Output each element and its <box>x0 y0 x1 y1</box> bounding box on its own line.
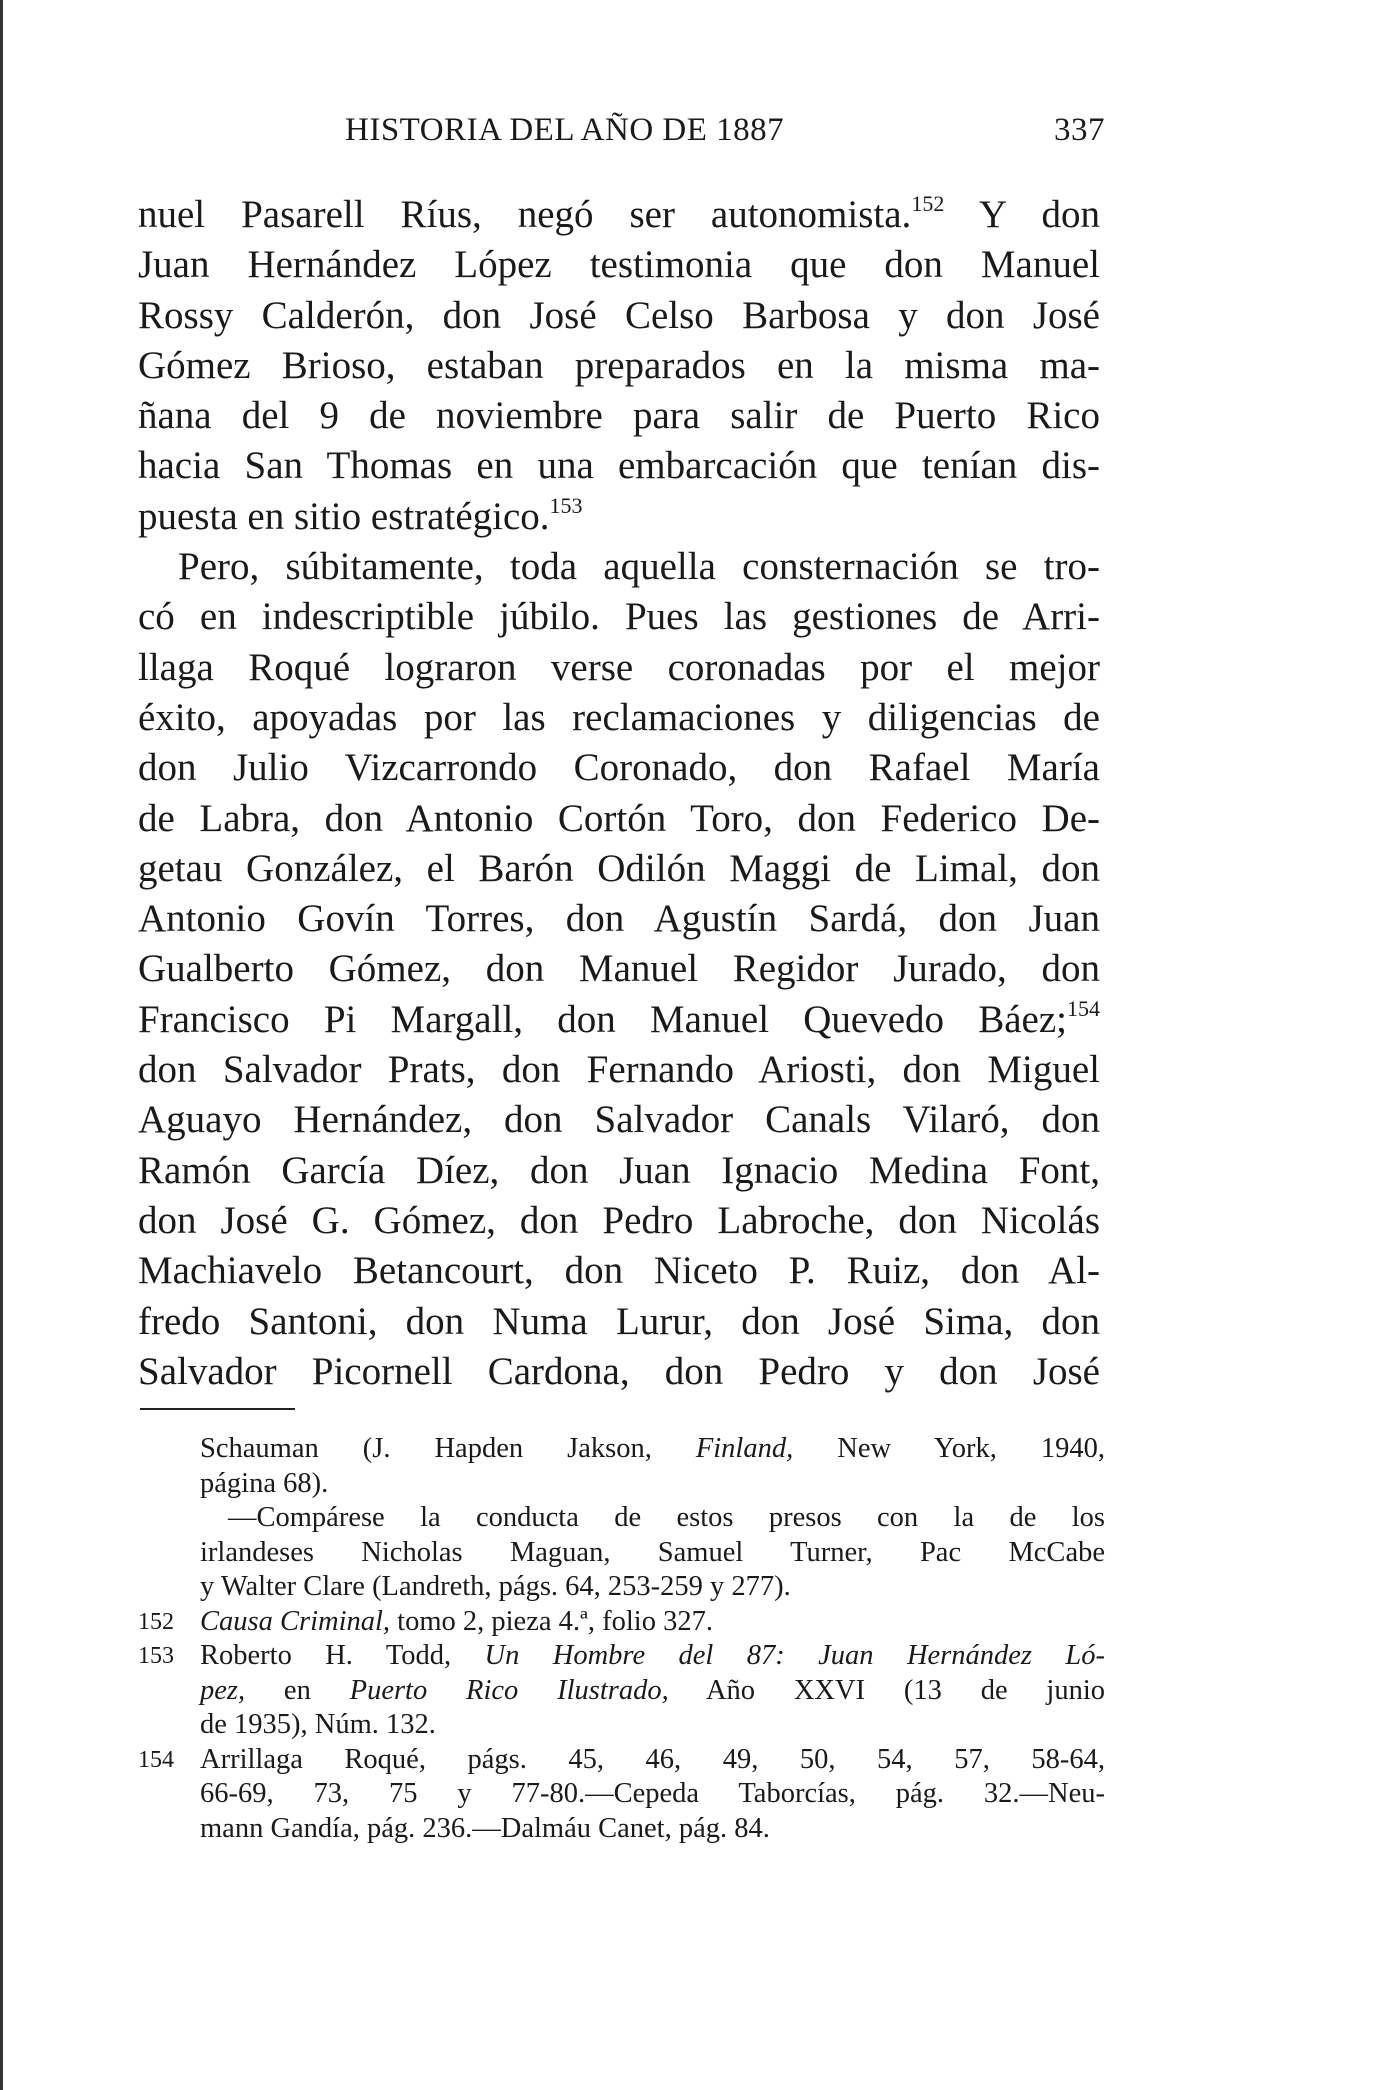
body-line: de Labra, don Antonio Cortón Toro, don Federico De- <box>138 796 1100 840</box>
footnote-number: 153 <box>138 1643 174 1669</box>
body-line: éxito, apoyadas por las reclamaciones y diligencias de <box>138 695 1100 739</box>
body-line: Ramón García Díez, don Juan Ignacio Medina Font, <box>138 1148 1100 1192</box>
body-line: don Salvador Prats, don Fernando Ariosti, don Miguel <box>138 1048 1100 1092</box>
footnote-continuation: —Compárese la conducta de estos presos con la de los <box>228 1502 1105 1533</box>
footnote-continuation: Schauman (J. Hapden Jakson, Finland, New York, 1940, <box>200 1433 1105 1464</box>
footnote-continuation: y Walter Clare (Landreth, págs. 64, 253-259 y 277). <box>200 1571 791 1602</box>
header-title: HISTORIA DEL AÑO DE 1887 <box>345 112 785 148</box>
body-line: don José G. Gómez, don Pedro Labroche, don Nicolás <box>138 1198 1100 1242</box>
body-line: Gómez Brioso, estaban preparados en la misma ma- <box>138 343 1100 387</box>
body-line: Juan Hernández López testimonia que don Manuel <box>138 243 1100 287</box>
footnote-ref-154[interactable]: 154 <box>1067 995 1100 1021</box>
body-line: don Julio Vizcarrondo Coronado, don Rafael María <box>138 746 1100 790</box>
footnote-number: 152 <box>138 1608 174 1635</box>
footnote-154-line: 66-69, 73, 75 y 77-80.—Cepeda Taborcías, pág. 32.—Neu- <box>200 1778 1105 1809</box>
footnote-154: 154 Arrillaga Roqué, págs. 45, 46, 49, 50, 54, 57, 58-64, <box>200 1743 1105 1778</box>
body-line: fredo Santoni, don Numa Lurur, don José Sima, don <box>138 1299 1100 1343</box>
footnote-153: 153 Roberto H. Todd, Un Hombre del 87: Juan Hernández Ló- <box>200 1639 1105 1674</box>
footnote-ref-152[interactable]: 152 <box>911 191 945 216</box>
body-line: Gualberto Gómez, don Manuel Regidor Jurado, don <box>138 947 1100 991</box>
footnote-number: 154 <box>138 1746 174 1773</box>
body-line: hacia San Thomas en una embarcación que tenían dis- <box>138 444 1100 488</box>
body-line: Aguayo Hernández, don Salvador Canals Vilaró, don <box>138 1098 1100 1142</box>
body-line: Salvador Picornell Cardona, don Pedro y don José <box>138 1349 1100 1393</box>
body-line: Francisco Pi Margall, don Manuel Quevedo Báez;$^{154}$ <box>138 995 1100 1041</box>
running-header <box>345 112 1105 152</box>
footnote-continuation: página 68). <box>200 1467 329 1499</box>
body-line: có en indescriptible júbilo. Pues las gestiones de Arri- <box>138 595 1100 639</box>
paragraph-start: Pero, súbitamente, toda aquella consternación se tro- <box>178 545 1100 589</box>
footnotes <box>138 1432 1105 1846</box>
body-text <box>138 190 1100 1397</box>
body-line: getau González, el Barón Odilón Maggi de Limal, don <box>138 846 1100 890</box>
footnote-153-line: de 1935), Núm. 132. <box>200 1709 436 1740</box>
footnote-continuation: irlandeses Nicholas Maguan, Samuel Turner, Pac McCabe <box>200 1536 1105 1568</box>
page-number: 337 <box>1054 112 1105 148</box>
body-line: puesta en sitio estratégico.$^{153}$ <box>138 492 583 538</box>
body-line: nuel Pasarell Ríus, negó ser autonomista.$^{152}$ Y don <box>138 191 1100 236</box>
footnote-152: 152 Causa Criminal, tomo 2, pieza 4.ª, folio 327. <box>200 1605 1105 1640</box>
body-line: Rossy Calderón, don José Celso Barbosa y don José <box>138 293 1100 337</box>
footnote-154-line: mann Gandía, pág. 236.—Dalmáu Canet, pág. 84. <box>200 1812 770 1844</box>
body-line: Machiavelo Betancourt, don Niceto P. Ruiz, don Al- <box>138 1249 1100 1293</box>
body-line: llaga Roqué lograron verse coronadas por el mejor <box>138 645 1100 689</box>
footnote-ref-153[interactable]: 153 <box>549 492 583 518</box>
body-line: ñana del 9 de noviembre para salir de Puerto Rico <box>138 394 1100 438</box>
footnote-rule <box>140 1408 295 1410</box>
body-line: Antonio Govín Torres, don Agustín Sardá, don Juan <box>138 897 1100 941</box>
footnote-153-line: pez, en Puerto Rico Ilustrado, Año XXVI (13 de junio <box>200 1674 1105 1706</box>
page-edge <box>0 0 3 2090</box>
